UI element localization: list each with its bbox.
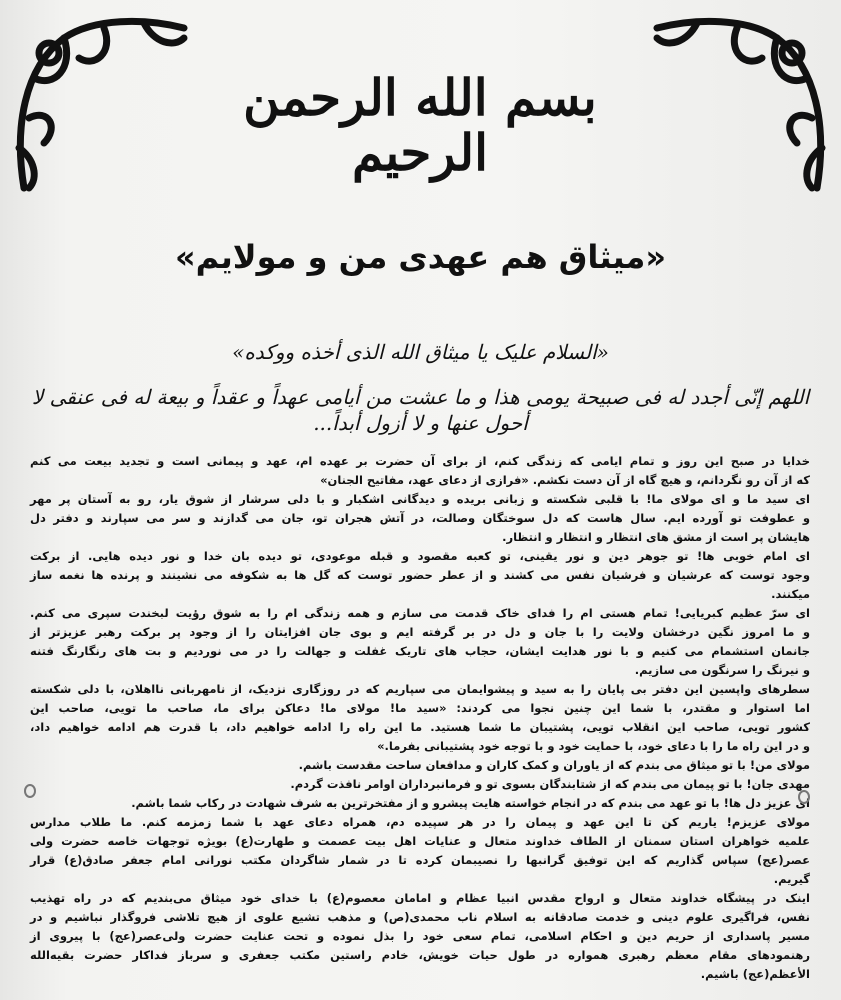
pin-hole-icon: [24, 784, 36, 798]
paragraph: [30, 794, 810, 813]
text-line: ای سید ما و ای مولای ما! با قلبی شکسته و زبانی بریده و دیدگانی اشکبار و با دلی سرشار از شوق یار، رو به آستان پر مهر: [30, 492, 810, 506]
text-line: سطرهای واپسین این دفتر بی پایان را به سید و پیشوایمان می سپاریم که در روزگاری نزدیک، از نامهربانی نااهلان، با دلی شکسته: [30, 682, 810, 696]
text-line: و ما امروز نگین درخشان ولایت را با جان و دل در بر گرفته ایم و بوی جان افزایتان را از وجود پر برکت رهبر عزیزتر از: [30, 625, 810, 639]
text-line: ای سرّ عظیم کبریایی! تمام هستی ام را فدای خاک قدمت می سازم و همه زندگی ام را به شوق رؤیت لبخندت سپری می کنم.: [30, 606, 810, 620]
pin-hole-icon: [798, 790, 810, 804]
text-line: میکنند.: [771, 587, 810, 601]
text-line: جانمان استشمام می کنیم و با نور هدایت ایشان، حجاب های تاریک غفلت و جهالت را در می نوردیم و بت های رنگارنگ فتنه: [30, 644, 810, 658]
salam-quote: «السلام علیک یا میثاق الله الذی أخذه ووکده»: [232, 340, 609, 364]
text-line: وجود توست که عرشیان و فرشیان نفس می کشند و از عطر حضور توست که گل ها به شکوفه می نشینند و پرنده ها نغمه ساز: [30, 568, 810, 582]
text-line: و عطوفت تو آورده ایم. سال هاست که دل سوختگان وصالت، در آتش هجران تو، جان می گدازند و سر می سپارند و دفتر دل: [30, 511, 810, 525]
paragraph: [30, 547, 810, 604]
text-line: اینک در پیشگاه خداوند متعال و ارواح مقدس انبیا عظام و امامان معصوم(ع) با خدای خود میثاق می‌بندیم که در راه تهذیب: [30, 891, 810, 905]
text-line: مولای من! با تو میثاق می بندم که از یاوران و کمک کاران و مدافعان ساحت مقدست باشم.: [298, 758, 810, 772]
text-line: ای عزیز دل ها! با تو عهد می بندم که در انجام خواسته هایت پیشرو و از مفتخرترین به شرف شهادت در رکاب شما باشم.: [131, 796, 810, 810]
paragraph: [30, 680, 810, 756]
text-line: کشور تویی، صاحب این انقلاب تویی، پشتیبان ما شما هستید. ما این راه را ادامه خواهیم داد، با قدرت هم ادامه خواهیم داد،: [30, 720, 810, 734]
text-line: مسیر پاسداری از حریم دین و احکام اسلامی، تمام سعی خود را بذل نموده و تحت عنایت حضرت ولی‌عصر(عج) با پیروی از: [30, 929, 810, 943]
text-line: گیریم.: [773, 872, 810, 886]
text-line: عصر(عج) سپاس گذاریم که این توفیق گرانبها را نصیبمان کرده تا در شمار شاگردان مکتب نورانی امام جعفر صادق(ع) قرار: [30, 853, 810, 867]
text-line: رهنمودهای مقام معظم رهبری همواره در طول حیات خویش، خادم راستین مکتب جعفری و سرباز فداکار حضرت بقیه‌الله: [30, 948, 810, 962]
text-line: و نیرنگ را سرنگون می سازیم.: [634, 663, 810, 677]
text-line: خدایا در صبح این روز و تمام ایامی که زندگی کنم، از برای آن حضرت بر عهده ام، عهد و پیمانی است و تجدید بیعت می کنم: [30, 454, 810, 468]
corner-ornament-icon: [4, 8, 194, 198]
text-line: مولای عزیزم! یاریم کن تا این عهد و پیمان را در هر سپیده دم، همراه دعای عهد با شما زمزمه کنم. ما طلاب مدارس: [30, 815, 810, 829]
text-line: علمیه خواهران استان سمنان از الطاف خداوند متعال و عنایات اهل بیت عصمت و طهارت(ع) بویژه توجهات خاصه حضرت ولی: [30, 834, 810, 848]
text-line: اما استوار و مقتدر، با شما این چنین نجوا می کردند: «سید ما! مولای ما! دعاکن برای ما، صاحب ما تویی، صاحب این: [30, 701, 810, 715]
paragraph: [30, 604, 810, 680]
paragraph: [30, 775, 810, 794]
text-line: ای امام خوبی ها! تو جوهر دین و نور یقینی، تو کعبه مقصود و قبله موعودی، تو دیده بان خدا و نور دیده هایی. از برکت: [30, 549, 810, 563]
text-line: مهدی جان! با تو پیمان می بندم که از شتابندگان بسوی تو و فرمانبرداران اوامر نافذت گردم.: [290, 777, 810, 791]
paragraph: [30, 813, 810, 889]
paragraph: [30, 490, 810, 547]
body-text: [30, 452, 810, 984]
text-line: نفس، فراگیری علوم دینی و خدمت صادقانه به اسلام ناب محمدی(ص) و مذهب تشیع علوی از هیچ تلاشی فروگذار نباشیم و در: [30, 910, 810, 924]
corner-ornament-icon: [647, 8, 837, 198]
text-line: و در این راه ما را با دعای خود، با حمایت خود و با توجه خود پشتیبانی بفرما.»: [377, 739, 810, 753]
dua-line: اللهم إنّی أجدد له فی صبیحة یومی هذا و ما عشت من أیامی عهداً و عقداً و بیعة له فی عنقی لا أحول عنها و لا أزول أبداً...: [31, 385, 810, 435]
paragraph: [30, 889, 810, 984]
text-line: هایشان پر است از مشق های انتظار و انتظار و انتظار.: [502, 530, 810, 544]
basmala-calligraphy: بسم الله الرحمن الرحیم: [243, 68, 597, 182]
text-line: الأعظم(عج) باشیم.: [700, 967, 810, 981]
paragraph: [30, 756, 810, 775]
text-line: که از آن رو نگردانم، و هیچ گاه از آن دست نکشم. «فرازی از دعای عهد، مفاتیح الجنان»: [320, 473, 810, 487]
page-title: «میثاق هم عهدی من و مولایم»: [175, 238, 666, 276]
paragraph: [30, 452, 810, 490]
